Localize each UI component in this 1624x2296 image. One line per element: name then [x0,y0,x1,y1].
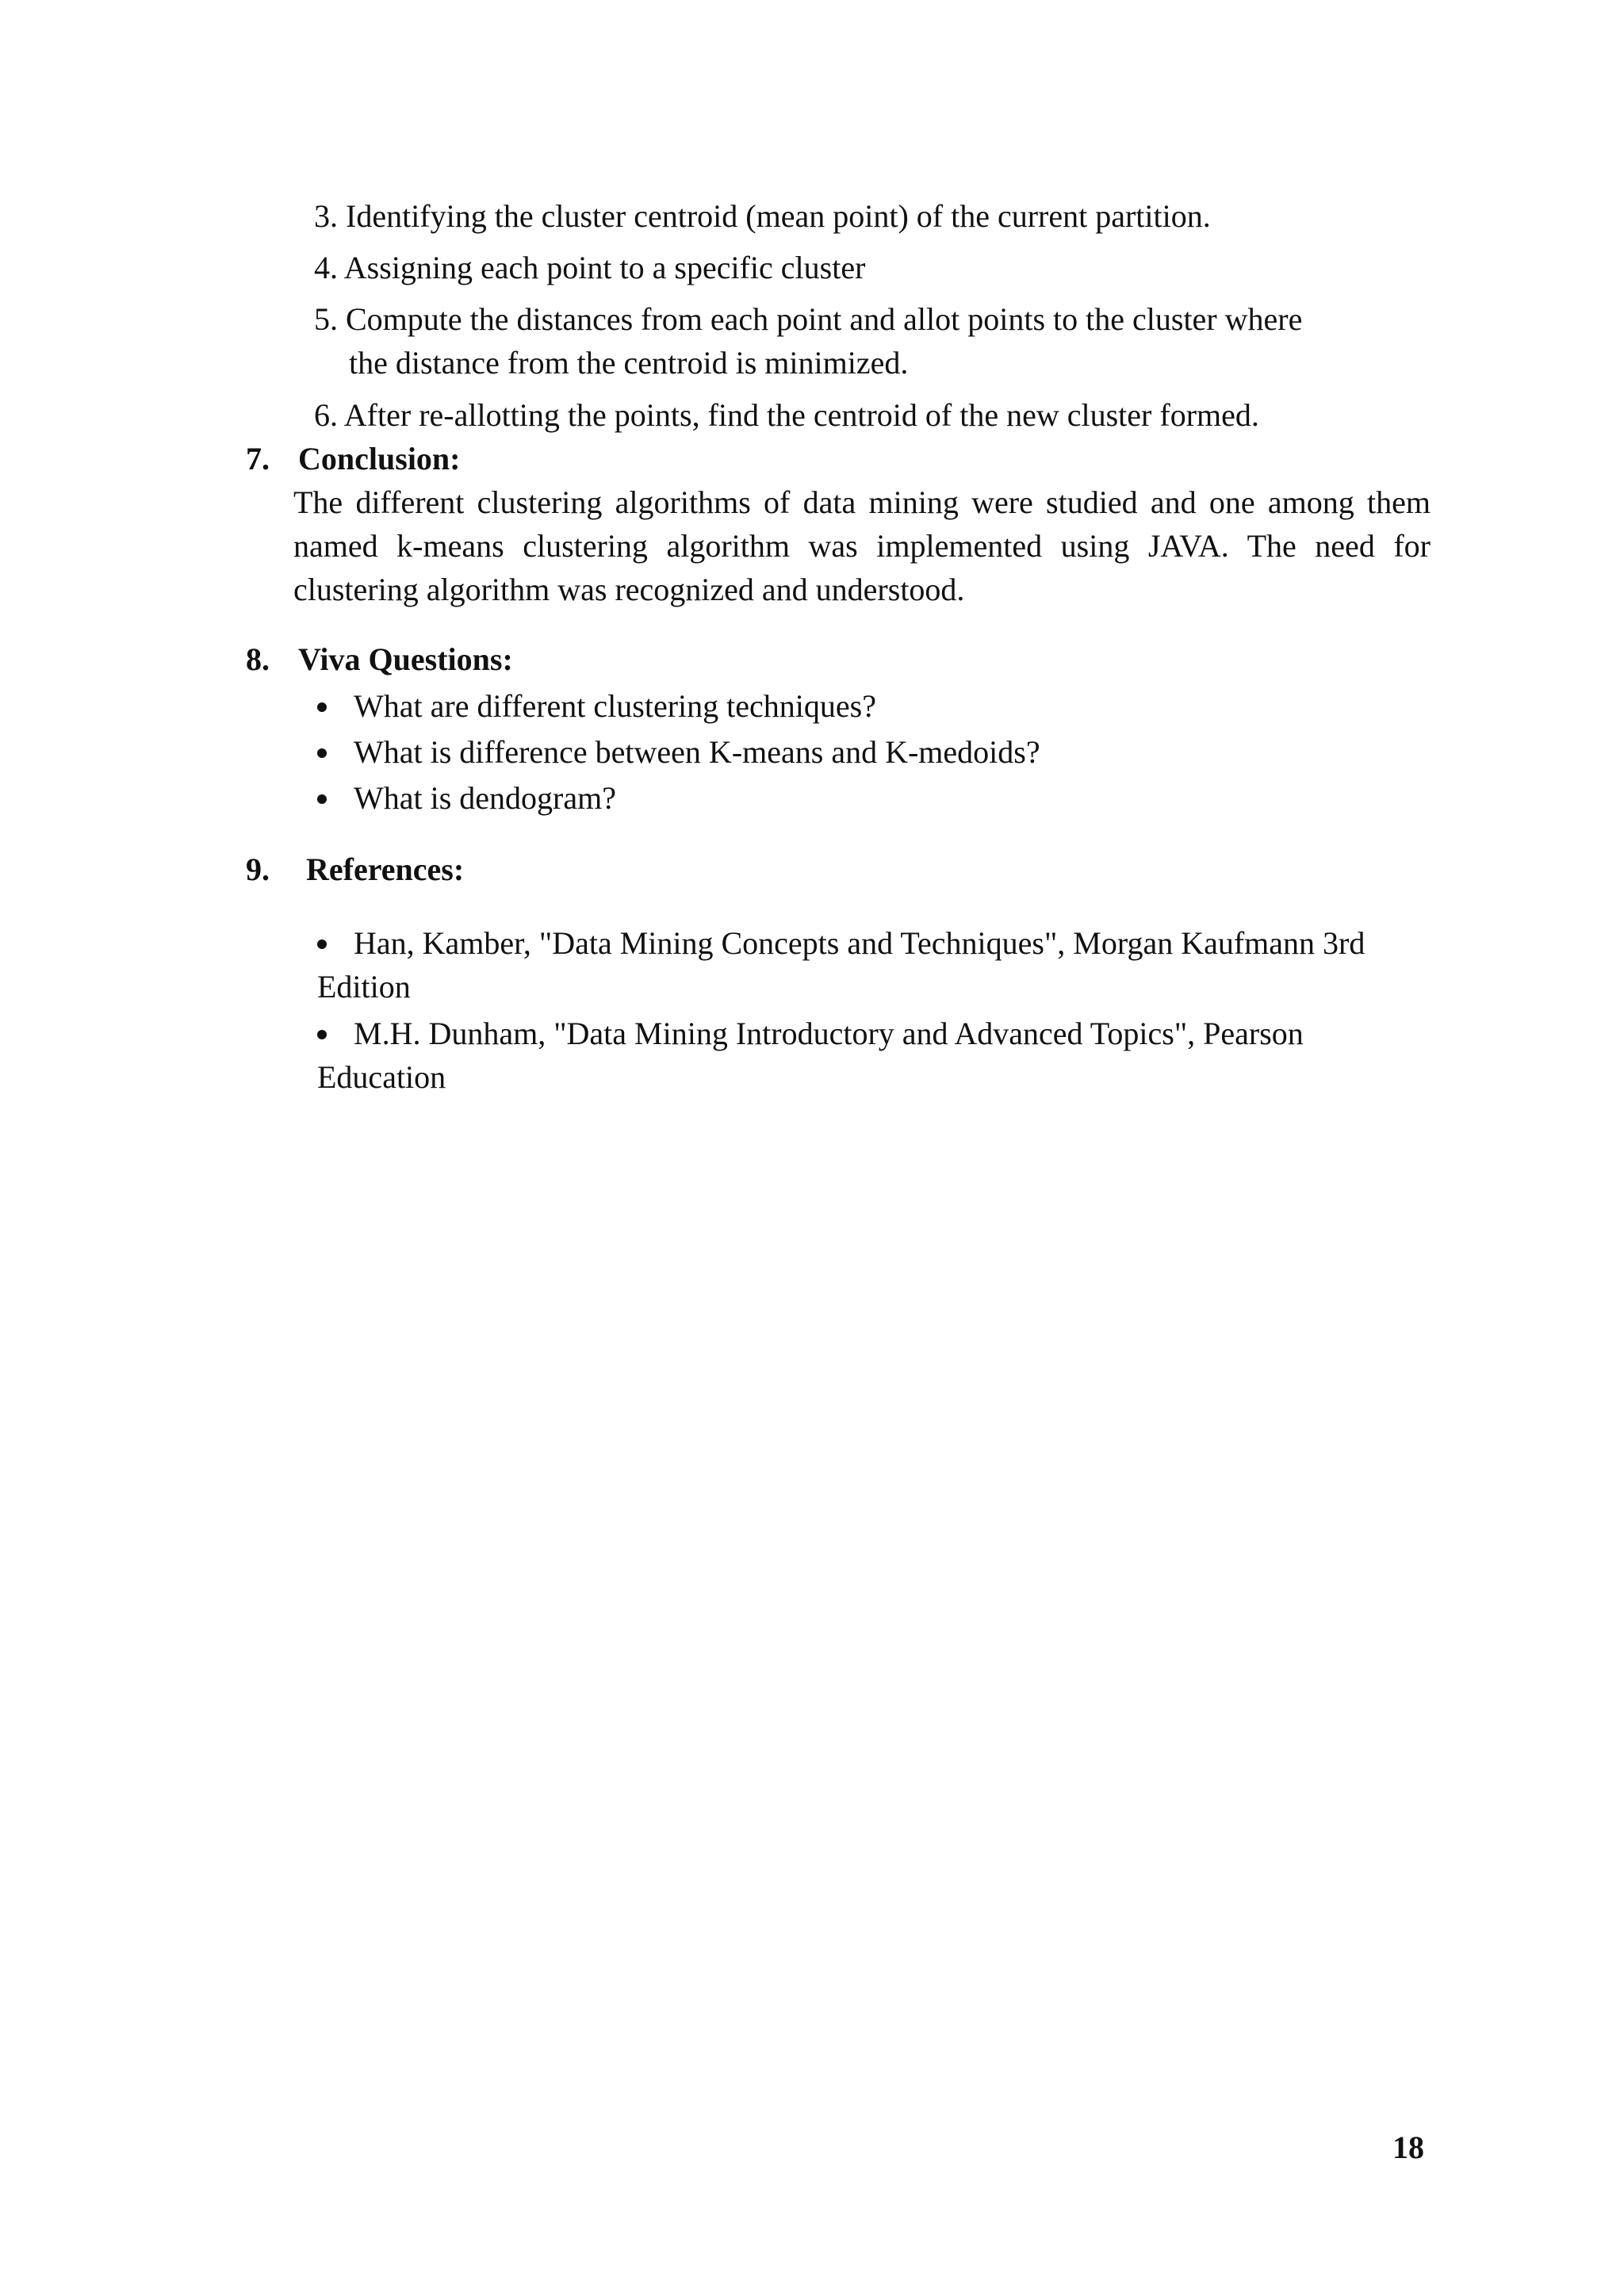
bullet-icon [317,1030,327,1039]
step-text: After re-allotting the points, find the centroid of the new cluster formed. [343,397,1259,433]
step-number: 3. [314,198,338,234]
references-number: 9. [246,851,270,887]
reference-item [317,922,1443,1009]
viva-question [317,685,1348,728]
bullet-icon [317,794,327,804]
step-text: Compute the distances from each point and allot points to the cluster where [346,301,1303,337]
reference-item [317,1012,1443,1100]
step-3 [314,195,1211,238]
viva-heading: Viva Questions: [298,641,513,677]
reference-line-1: M.H. Dunham, "Data Mining Introductory and Advanced Topics", Pearson [354,1016,1304,1051]
step-text: Identifying the cluster centroid (mean point) of the current partition. [346,198,1211,234]
reference-line-1: Han, Kamber, "Data Mining Concepts and Techniques", Morgan Kaufmann 3rd [354,925,1365,961]
step-4 [314,247,865,289]
reference-line-2: Education [317,1059,446,1095]
step-6 [314,394,1259,437]
conclusion-heading: Conclusion: [298,441,461,476]
bullet-icon [317,748,327,758]
step-5 [314,298,1302,341]
conclusion-line-3: clustering algorithm was recognized and understood. [293,572,965,607]
conclusion-line-1: The different clustering algorithms of data mining were studied and one among them [293,484,1431,520]
viva-question [317,777,1348,820]
viva-number: 8. [246,641,270,677]
step-5-continuation: the distance from the centroid is minimized. [349,345,909,381]
step-number: 5. [314,301,338,337]
viva-question [317,731,1348,774]
step-number: 6. [314,397,338,433]
viva-question-text: What is difference between K-means and K-medoids? [354,734,1040,770]
references-heading: References: [306,851,465,887]
reference-line-2: Edition [317,969,411,1004]
bullet-icon [317,939,327,949]
viva-question-text: What is dendogram? [354,780,616,816]
viva-question-text: What are different clustering techniques? [354,688,876,724]
step-text: Assigning each point to a specific cluster [343,250,866,285]
page-number: 18 [1392,2130,1424,2165]
conclusion-number: 7. [246,441,270,476]
conclusion-line-2: named k-means clustering algorithm was implemented using JAVA. The need for [293,528,1431,564]
bullet-icon [317,702,327,712]
step-number: 4. [314,250,338,285]
